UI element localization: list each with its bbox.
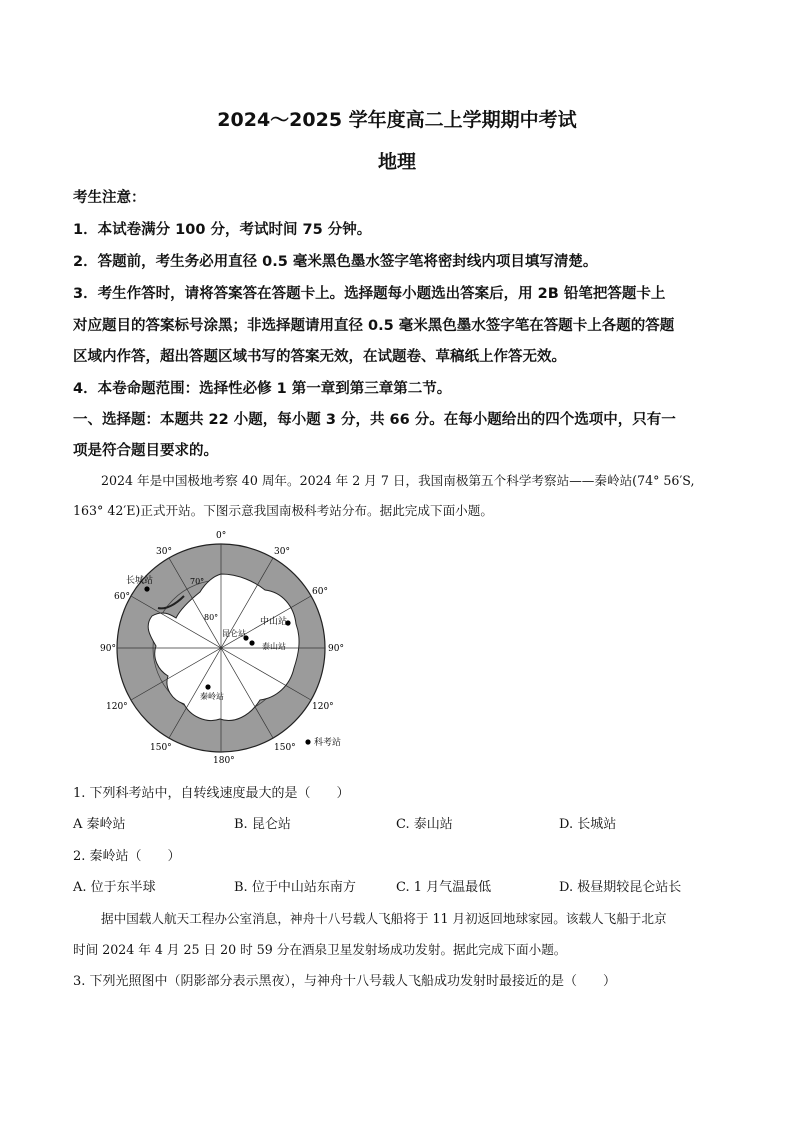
lon-label-120e: 120° — [312, 702, 334, 712]
station-dot-changcheng — [144, 586, 149, 591]
q2-option-a[interactable]: A. 位于东半球 — [73, 880, 156, 895]
q2-option-c[interactable]: C. 1 月气温最低 — [396, 880, 492, 895]
lon-label-180: 180° — [213, 756, 235, 765]
legend-label: 科考站 — [314, 738, 342, 748]
legend-station-marker — [305, 739, 310, 744]
notice-heading: 考生注意： — [73, 190, 146, 206]
q1-option-d[interactable]: D. 长城站 — [559, 817, 617, 832]
lon-label-60w: 60° — [114, 592, 130, 602]
station-label-qinling: 秦岭站 — [200, 692, 224, 701]
notice-item-3-cont: 对应题目的答案标号涂黑；非选择题请用直径 0.5 毫米黑色墨水签字笔在答题卡上各题的答题 — [73, 318, 675, 334]
notice-item-2: 2．答题前，考生务必用直径 0.5 毫米黑色墨水签字笔将密封线内项目填写清楚。 — [73, 254, 598, 270]
lon-label-30e: 30° — [274, 547, 290, 557]
passage-1-line-2: 163° 42′E)正式开站。下图示意我国南极科考站分布。据此完成下面小题。 — [73, 503, 493, 518]
question-1-stem: 1. 下列科考站中，自转线速度最大的是（ ） — [73, 786, 350, 801]
lon-label-90w: 90° — [100, 644, 116, 654]
lon-label-150e: 150° — [274, 743, 296, 753]
notice-item-3-cont2: 区域内作答，超出答题区域书写的答案无效，在试题卷、草稿纸上作答无效。 — [73, 349, 566, 365]
lon-label-120w: 120° — [106, 702, 128, 712]
station-label-kunlun: 昆仑站 — [222, 629, 246, 638]
lon-label-30w: 30° — [156, 547, 172, 557]
q1-option-b[interactable]: B. 昆仑站 — [234, 817, 291, 832]
question-3-stem: 3. 下列光照图中（阴影部分表示黑夜），与神舟十八号载人飞船成功发射时最接近的是（ ） — [73, 974, 617, 989]
notice-item-4: 4．本卷命题范围：选择性必修 1 第一章到第三章第二节。 — [73, 381, 452, 397]
section-heading-cont: 项是符合题目要求的。 — [73, 443, 218, 459]
exam-title: 2024～2025 学年度高二上学期期中考试 — [217, 109, 577, 131]
station-label-zhongshan: 中山站 — [260, 617, 288, 627]
notice-item-3: 3．考生作答时，请将答案答在答题卡上。选择题每小题选出答案后，用 2B 铅笔把答题卡上 — [73, 286, 666, 302]
lat-label-80: 80° — [204, 613, 219, 622]
lon-label-60e: 60° — [312, 587, 328, 597]
section-heading: 一、选择题：本题共 22 小题，每小题 3 分，共 66 分。在每小题给出的四个选项中，只有一 — [73, 412, 676, 428]
passage-2-line-1: 据中国载人航天工程办公室消息，神舟十八号载人飞船将于 11 月初返回地球家园。该载人飞船于北京 — [101, 911, 667, 926]
lon-label-0: 0° — [216, 531, 227, 541]
lon-label-90e: 90° — [328, 644, 344, 654]
lon-label-150w: 150° — [150, 743, 172, 753]
notice-item-1: 1．本试卷满分 100 分，考试时间 75 分钟。 — [73, 222, 372, 238]
station-dot-qinling — [205, 684, 210, 689]
antarctic-station-map — [100, 530, 350, 765]
q1-option-a[interactable]: A 秦岭站 — [73, 817, 126, 832]
passage-2-line-2: 时间 2024 年 4 月 25 日 20 时 59 分在酒泉卫星发射场成功发射。据此完成下面小题。 — [73, 942, 567, 957]
lat-label-70: 70° — [190, 577, 205, 586]
station-label-changcheng: 长城站 — [126, 576, 154, 586]
passage-1-line-1: 2024 年是中国极地考察 40 周年。2024 年 2 月 7 日，我国南极第五个科学考察站——秦岭站(74° 56′S, — [101, 473, 695, 488]
station-label-taishan: 泰山站 — [262, 642, 286, 651]
q2-option-b[interactable]: B. 位于中山站东南方 — [234, 880, 356, 895]
station-dot-taishan — [249, 640, 254, 645]
q1-option-c[interactable]: C. 泰山站 — [396, 817, 453, 832]
question-2-stem: 2. 秦岭站（ ） — [73, 849, 181, 864]
subject-title: 地理 — [377, 151, 416, 173]
q2-option-d[interactable]: D. 极昼期较昆仑站长 — [559, 880, 682, 895]
